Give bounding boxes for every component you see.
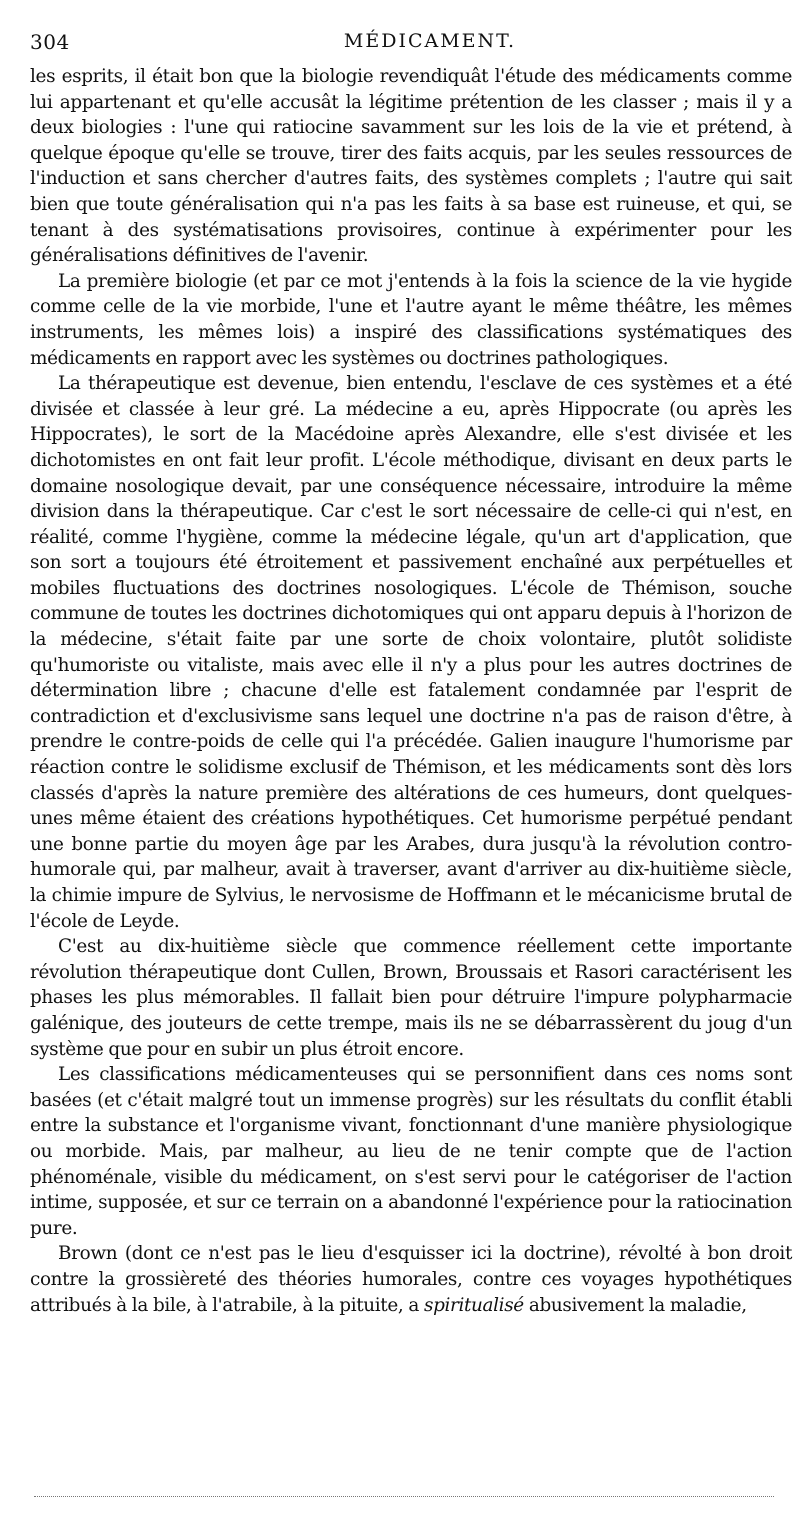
paragraph-3: La thérapeutique est devenue, bien entendu, l'esclave de ces systèmes et a été divisée et classée à leur gré. La médecine a eu, après Hippocrate (ou après les Hippocrates), le sort de la Macédoine après Alexandre, elle s'est divisée et les dichotomistes en ont fait leur profit. L'école méthodique, divisant en deux parts le domaine nosologique devait, par une conséquence nécessaire, introduire la même division dans la thérapeutique. Car c'est le sort nécessaire de celle-ci qui n'est, en réalité, comme l'hygiène, comme la médecine légale, qu'un art d'application, que son sort a toujours été étroitement et passivement enchaîné aux perpétuelles et mobiles fluctuations des doctrines nosologiques. L'école de Thémison, souche commune de toutes les doctrines dichotomiques qui ont apparu depuis à l'horizon de la médecine, s'était faite par une sorte de choix volontaire, plutôt solidiste qu'humoriste ou vitaliste, mais avec elle il n'y a plus pour les autres doctrines de détermination libre ; chacune d'elle est fatalement condamnée par l'esprit de contradiction et d'exclusivisme sans lequel une doctrine n'a pas de raison d'être, à prendre le contre-poids de celle qui l'a précédée. Galien inaugure l'humorisme par réaction contre le solidisme exclusif de Thémison, et les médicaments sont dès lors classés d'après la nature première des altérations de ces humeurs, dont quelques-unes même étaient des créations hypothétiques. Cet humorisme perpétué pendant une bonne partie du moyen âge par les Arabes, dura jusqu'à la révolution contro-humorale qui, par malheur, avait à traverser, avant d'arriver au dix-huitième siècle, la chimie impure de Sylvius, le nervosisme de Hoffmann et le mécanicisme brutal de l'école de Leyde. [30, 373, 792, 932]
page-number: 304 [30, 30, 70, 54]
running-head [30, 30, 790, 60]
paragraph-6-text-before: Brown (dont ce n'est pas le lieu d'esquisser ici la doctrine), révolté à bon droit contre la grossièreté des théories humorales, contre ces voyages hypothétiques attribués à la bile, à l'atrabile, à la pituite, a [30, 1243, 792, 1316]
running-title: MÉDICAMENT. [343, 30, 517, 52]
paragraph-4: C'est au dix-huitième siècle que commence réellement cette importante révolution thérapeutique dont Cullen, Brown, Broussais et Rasori caractérisent les phases les plus mémorables. Il fallait bien pour détruire l'impure polypharmacie galénique, des jouteurs de cette trempe, mais ils ne se débarrassèrent du joug d'un système que pour en subir un plus étroit encore. [30, 936, 792, 1060]
paragraph-2: La première biologie (et par ce mot j'entends à la fois la science de la vie hygide comme celle de la vie morbide, l'une et l'autre ayant le même théâtre, les mêmes instruments, les mêmes lois) a inspiré des classifications systématiques des médicaments en rapport avec les systèmes ou doctrines pathologiques. [30, 270, 792, 369]
footer-rule [34, 1496, 774, 1497]
paragraph-6-text-after: abusivement la maladie, [523, 1294, 747, 1316]
paragraph-6-italic: spiritualisé [423, 1294, 524, 1316]
paragraph-6 [30, 1241, 792, 1318]
paragraph-5: Les classifications médicamenteuses qui se personnifient dans ces noms sont basées (et c'était malgré tout un immense progrès) sur les résultats du conflit établi entre la substance et l'organisme vivant, fonctionnant d'une manière physiologique ou morbide. Mais, par malheur, au lieu de ne tenir compte que de l'action phénoménale, visible du médicament, on s'est servi pour le catégoriser de l'action intime, supposée, et sur ce terrain on a abandonné l'expérience pour la ratiocination pure. [30, 1064, 792, 1239]
body-text [30, 64, 792, 1318]
paragraph-1: les esprits, il était bon que la biologie revendiquât l'étude des médicaments comme lui appartenant et qu'elle accusât la légitime prétention de les classer ; mais il y a deux biologies : l'une qui ratiocine savamment sur les lois de la vie et prétend, à quelque époque qu'elle se trouve, tirer des faits acquis, par les seules ressources de l'induction et sans chercher d'autres faits, des systèmes complets ; l'autre qui sait bien que toute généralisation qui n'a pas les faits à sa base est ruineuse, et qui, se tenant à des systématisations provisoires, continue à expérimenter pour les généralisations définitives de l'avenir. [30, 66, 792, 267]
